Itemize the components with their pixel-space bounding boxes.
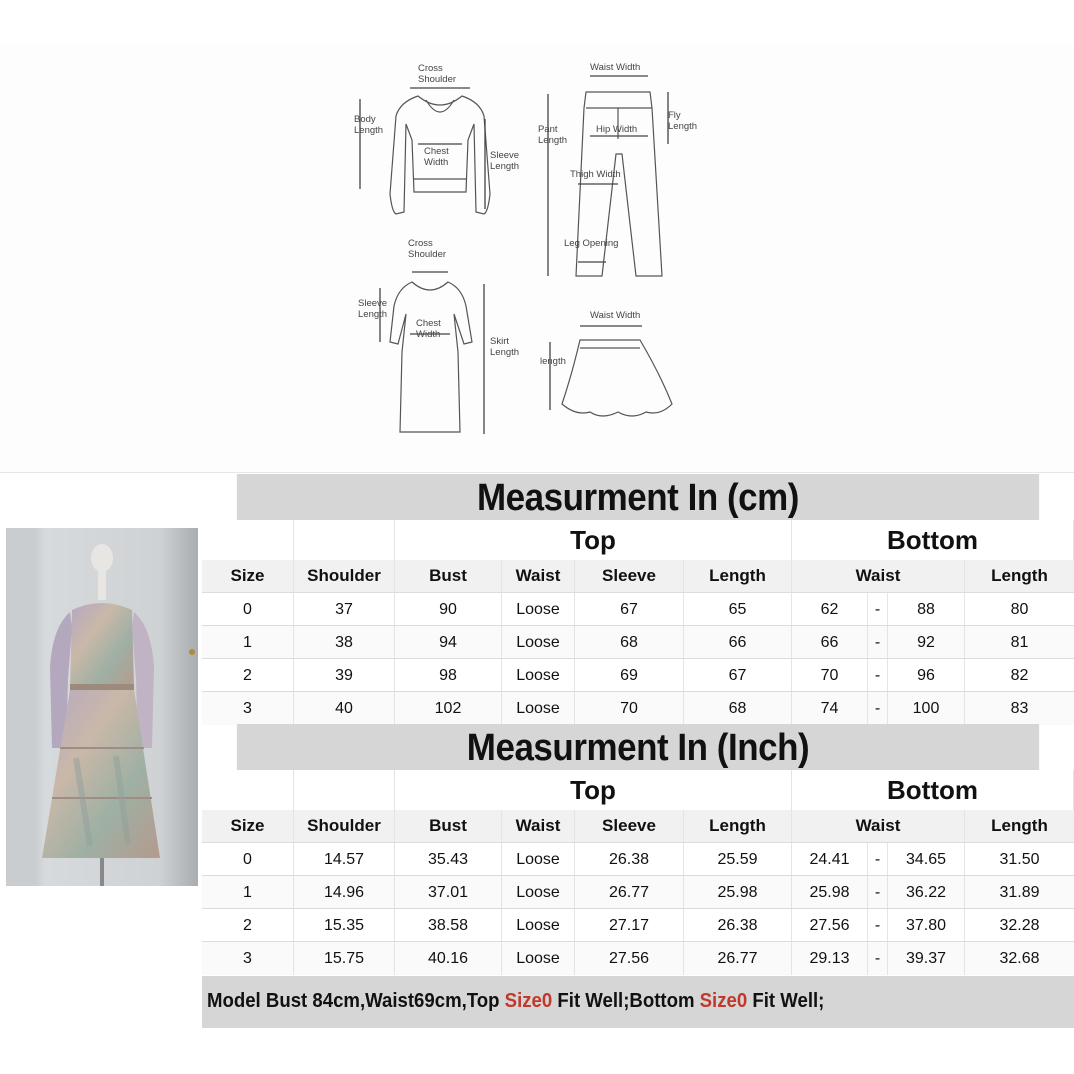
column-header: Sleeve (575, 560, 684, 592)
table-cell: Loose (502, 942, 575, 975)
table-cell: 80 (1010, 600, 1029, 618)
cm-group-bottom: Bottom (792, 520, 1074, 560)
table-cell: - (868, 659, 888, 692)
table-cell: 1 (202, 626, 294, 659)
sweater-sleeve-length-label: Sleeve Length (490, 150, 520, 172)
table-cell: 26.38 (575, 843, 684, 876)
fit-note-top-size: Size0 (504, 990, 553, 1012)
table-row (202, 691, 1074, 725)
inch-group-bottom: Bottom (792, 770, 1074, 810)
table-cell: 39 (294, 659, 395, 692)
table-cell: 31.89 (999, 883, 1040, 901)
table-cell: 39.37 (888, 942, 965, 975)
table-cell: - (868, 593, 888, 626)
table-cell: - (868, 843, 888, 876)
table-cell: 26.77 (575, 876, 684, 909)
table-cell: 67 (575, 593, 684, 626)
pants-waist-width-label: Waist Width (590, 62, 641, 73)
table-cell: - (868, 909, 888, 942)
table-cell: - (868, 692, 888, 725)
inch-group-blank (202, 770, 294, 810)
column-header: Sleeve (575, 810, 684, 842)
model-fit-note-bar (202, 976, 1074, 1028)
measurement-diagrams (340, 44, 720, 444)
table-cell: 1 (202, 876, 294, 909)
table-row (202, 875, 1074, 909)
skirt-diagram (540, 310, 672, 416)
table-cell: 2 (202, 659, 294, 692)
pants-leg-opening-label: Leg Opening (564, 238, 619, 249)
table-cell: 24.41 (792, 843, 868, 876)
table-cell: 62 (792, 593, 868, 626)
table-cell: Loose (502, 593, 575, 626)
dress-diagram (358, 238, 519, 434)
table-cell: 32.68 (999, 949, 1040, 967)
table-cell: - (868, 876, 888, 909)
sweater-cross-shoulder-label: Cross Shoulder (418, 63, 457, 85)
table-cell: 82 (1010, 666, 1029, 684)
fit-note-text: Fit Well;Bottom (552, 990, 700, 1012)
table-cell: 15.35 (294, 909, 395, 942)
column-header: Shoulder (294, 560, 395, 592)
pants-pant-length-label: Pant Length (538, 124, 568, 146)
column-header: Bust (395, 810, 502, 842)
dress-cross-shoulder-label: Cross Shoulder (408, 238, 447, 260)
table-cell: 83 (1010, 699, 1029, 717)
table-cell: 96 (888, 659, 965, 692)
table-cell: 0 (202, 843, 294, 876)
column-header: Length (991, 566, 1048, 585)
column-header: Bust (395, 560, 502, 592)
table-cell: 67 (684, 659, 792, 692)
pants-thigh-width-label: Thigh Width (570, 169, 621, 180)
table-cell: 68 (684, 692, 792, 725)
pants-diagram (538, 62, 697, 276)
inch-group-top: Top (395, 770, 792, 810)
column-header: Waist (792, 810, 965, 842)
table-cell: Loose (502, 626, 575, 659)
fit-note-text: Fit Well; (747, 990, 825, 1012)
table-cell: 65 (684, 593, 792, 626)
inch-column-header-row (202, 810, 1074, 842)
table-cell: 27.56 (792, 909, 868, 942)
table-cell: 81 (1010, 633, 1029, 651)
table-cell: Loose (502, 909, 575, 942)
model-fit-note (207, 990, 824, 1013)
inch-group-header-row (202, 770, 1074, 810)
cm-group-blank (294, 520, 395, 560)
table-cell: 38.58 (395, 909, 502, 942)
cm-column-header-row (202, 560, 1074, 592)
table-cell: Loose (502, 659, 575, 692)
column-header: Size (202, 810, 294, 842)
table-row (202, 625, 1074, 659)
sweater-diagram (354, 63, 519, 214)
table-cell: 37.80 (888, 909, 965, 942)
table-cell: 26.38 (684, 909, 792, 942)
cm-group-blank (202, 520, 294, 560)
column-header: Waist (502, 810, 575, 842)
cm-group-header-row (202, 520, 1074, 560)
table-cell: 32.28 (999, 916, 1040, 934)
table-cell: 29.13 (792, 942, 868, 975)
pants-fly-length-label: Fly Length (668, 110, 698, 132)
table-cell: - (868, 626, 888, 659)
table-cell: 70 (792, 659, 868, 692)
measurement-diagram-panel (0, 44, 1074, 472)
table-cell: 27.56 (575, 942, 684, 975)
table-cell: 3 (202, 692, 294, 725)
table-row (202, 941, 1074, 975)
model-photo-image (6, 528, 198, 886)
table-cell: 94 (395, 626, 502, 659)
dress-chest-width-label: Chest Width (416, 318, 441, 340)
table-cell: 66 (792, 626, 868, 659)
table-row (202, 842, 1074, 876)
table-cell: 31.50 (999, 850, 1040, 868)
table-cell: 25.98 (792, 876, 868, 909)
table-cell: 90 (395, 593, 502, 626)
table-cell: 40 (294, 692, 395, 725)
table-cell: 34.65 (888, 843, 965, 876)
table-cell: 98 (395, 659, 502, 692)
fit-note-text: Model Bust 84cm,Waist69cm,Top (207, 990, 505, 1012)
table-cell: 25.59 (684, 843, 792, 876)
table-cell: 15.75 (294, 942, 395, 975)
dress-sleeve-length-label: Sleeve Length (358, 298, 388, 320)
model-photo (6, 528, 198, 886)
table-cell: 88 (888, 593, 965, 626)
table-cell: Loose (502, 692, 575, 725)
table-cell: 25.98 (684, 876, 792, 909)
table-cell: 3 (202, 942, 294, 975)
table-cell: 36.22 (888, 876, 965, 909)
pants-hip-width-label: Hip Width (596, 124, 638, 135)
table-cell: 14.57 (294, 843, 395, 876)
table-cell: 37.01 (395, 876, 502, 909)
table-cell: 26.77 (684, 942, 792, 975)
table-cell: 37 (294, 593, 395, 626)
column-header: Length (684, 810, 792, 842)
table-row (202, 592, 1074, 626)
fit-note-bottom-size: Size0 (699, 990, 748, 1012)
table-cell: 27.17 (575, 909, 684, 942)
table-cell: 102 (395, 692, 502, 725)
sweater-chest-width-label: Chest Width (424, 146, 449, 168)
cm-group-top: Top (395, 520, 792, 560)
table-cell: Loose (502, 843, 575, 876)
table-cell: 100 (888, 692, 965, 725)
sweater-body-length-label: Body Length (354, 114, 384, 136)
skirt-length-label: length (540, 356, 566, 367)
table-row (202, 908, 1074, 942)
table-cell: 38 (294, 626, 395, 659)
table-cell: Loose (502, 876, 575, 909)
table-cell: 69 (575, 659, 684, 692)
skirt-waist-width-label: Waist Width (590, 310, 641, 321)
table-cell: 68 (575, 626, 684, 659)
table-cell: 70 (575, 692, 684, 725)
table-row (202, 658, 1074, 692)
table-cell: 35.43 (395, 843, 502, 876)
table-cell: 40.16 (395, 942, 502, 975)
column-header: Size (202, 560, 294, 592)
column-header: Waist (502, 560, 575, 592)
column-header: Length (684, 560, 792, 592)
table-cell: 92 (888, 626, 965, 659)
cm-table-title: Measurment In (cm) (237, 474, 1039, 520)
inch-table-title: Measurment In (Inch) (237, 724, 1039, 770)
table-cell: 0 (202, 593, 294, 626)
inch-group-blank (294, 770, 395, 810)
column-header: Waist (792, 560, 965, 592)
column-header: Length (991, 816, 1048, 835)
column-header: Shoulder (294, 810, 395, 842)
table-cell: 66 (684, 626, 792, 659)
table-cell: - (868, 942, 888, 975)
divider (0, 472, 1074, 473)
table-cell: 14.96 (294, 876, 395, 909)
table-cell: 2 (202, 909, 294, 942)
table-cell: 74 (792, 692, 868, 725)
dress-skirt-length-label: Skirt Length (490, 336, 520, 358)
